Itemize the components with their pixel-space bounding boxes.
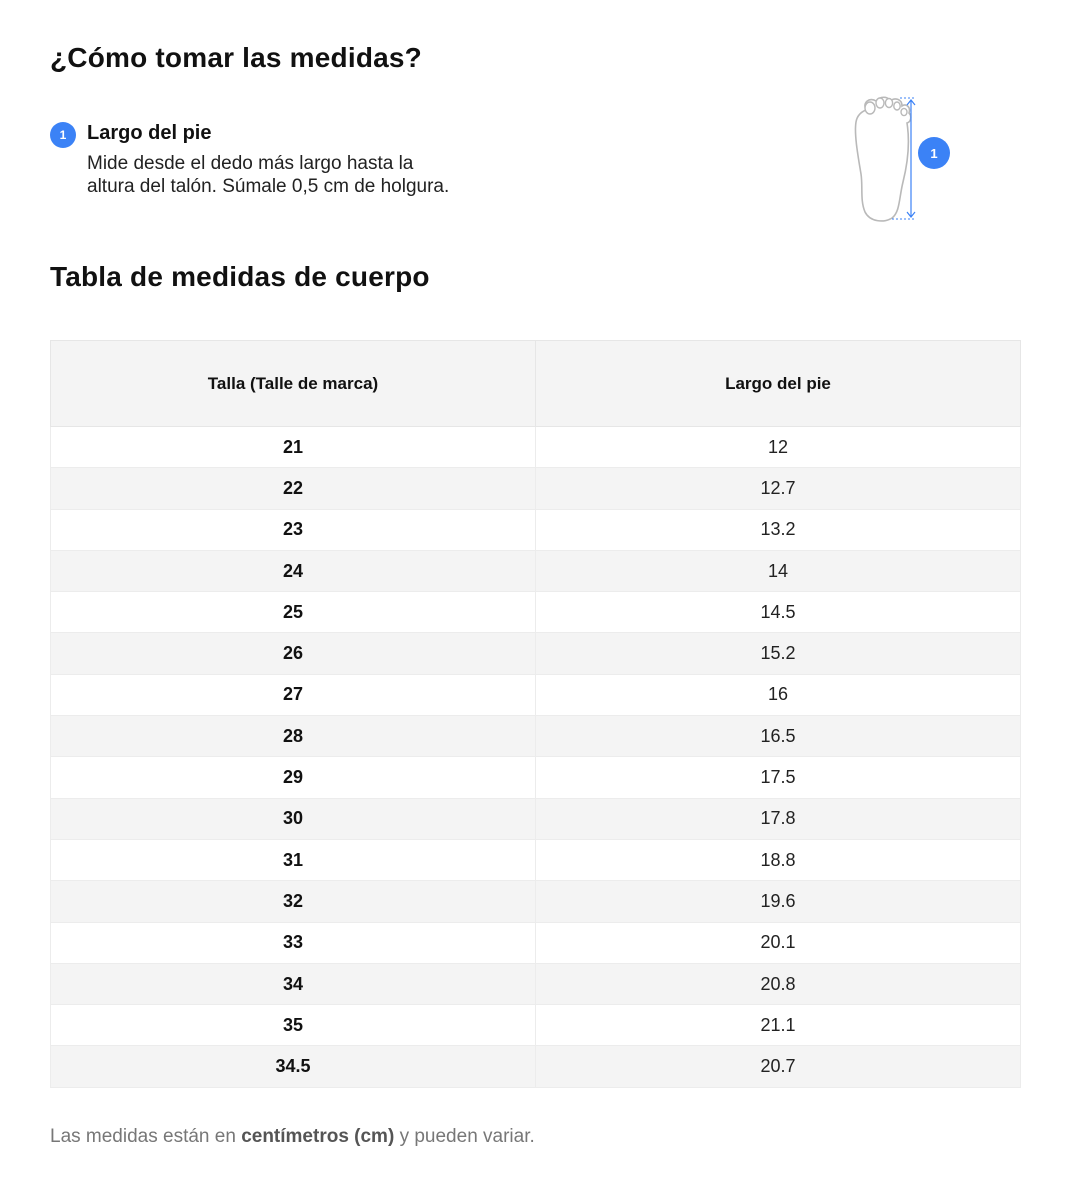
foot-length-cell: 21.1 [536,1005,1021,1046]
size-cell: 23 [51,509,536,550]
table-row [51,674,1021,715]
table-row [51,592,1021,633]
footnote-suffix: y pueden variar. [394,1126,535,1147]
size-cell: 22 [51,468,536,509]
table-row [51,922,1021,963]
size-cell: 27 [51,674,536,715]
size-cell: 29 [51,757,536,798]
foot-length-cell: 16.5 [536,716,1021,757]
size-cell: 31 [51,839,536,880]
table-row [51,839,1021,880]
figure-number-badge: 1 [930,146,938,161]
table-row [51,509,1021,550]
table-row [51,716,1021,757]
step-title: Largo del pie [87,122,212,144]
table-row [51,1005,1021,1046]
table-row [51,427,1021,468]
foot-length-cell: 17.5 [536,757,1021,798]
size-column-header: Talla (Talle de marca) [51,341,536,427]
foot-outline-icon [840,92,960,226]
step-description-line-1: Mide desde el dedo más largo hasta la [87,153,414,174]
size-cell: 32 [51,881,536,922]
foot-length-cell: 19.6 [536,881,1021,922]
foot-length-cell: 16 [536,674,1021,715]
foot-length-cell: 12.7 [536,468,1021,509]
table-body [51,427,1021,1088]
foot-length-cell: 17.8 [536,798,1021,839]
foot-length-column-header: Largo del pie [536,341,1021,427]
foot-length-cell: 20.8 [536,963,1021,1004]
footnote-prefix: Las medidas están en [50,1126,242,1147]
footnote-units: centímetros (cm) [241,1126,395,1147]
foot-length-cell: 15.2 [536,633,1021,674]
size-chart-table [50,340,1021,1088]
step-number-badge: 1 [50,122,76,148]
foot-length-cell: 12 [536,427,1021,468]
foot-length-cell: 13.2 [536,509,1021,550]
foot-length-cell: 14 [536,550,1021,591]
foot-length-illustration [840,92,960,226]
size-table-title: Tabla de medidas de cuerpo [50,261,430,292]
foot-length-cell: 20.1 [536,922,1021,963]
table-header-row [51,341,1021,427]
table-row [51,963,1021,1004]
table-row [51,881,1021,922]
size-cell: 24 [51,550,536,591]
size-cell: 25 [51,592,536,633]
table-row [51,550,1021,591]
table-row [51,798,1021,839]
table-row [51,757,1021,798]
foot-length-cell: 14.5 [536,592,1021,633]
step-description [87,152,527,198]
size-cell: 21 [51,427,536,468]
units-footnote [50,1126,535,1148]
foot-length-cell: 18.8 [536,839,1021,880]
foot-length-cell: 20.7 [536,1046,1021,1087]
table-row [51,633,1021,674]
table-row [51,468,1021,509]
size-cell: 30 [51,798,536,839]
how-to-measure-title: ¿Cómo tomar las medidas? [50,42,422,73]
size-cell: 33 [51,922,536,963]
size-cell: 35 [51,1005,536,1046]
size-cell: 34.5 [51,1046,536,1087]
size-cell: 28 [51,716,536,757]
size-cell: 34 [51,963,536,1004]
table-row [51,1046,1021,1087]
step-description-line-2: altura del talón. Súmale 0,5 cm de holgura. [87,176,450,197]
size-cell: 26 [51,633,536,674]
